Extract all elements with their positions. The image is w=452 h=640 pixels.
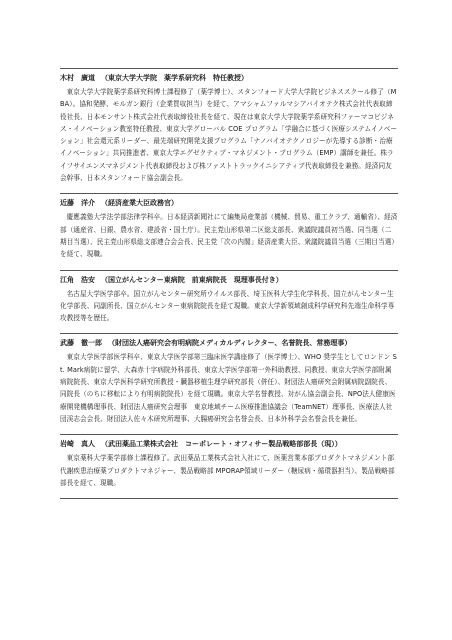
person-affiliation: （経済産業大臣政務官）: [101, 199, 178, 208]
bio-text: 東京大学大学院薬学系研究科博士課程修了（薬学博士）、スタンフォード大学大学院ビジネススクール修了（MBA）。協和発酵、モルガン銀行（企業買収担当）を経て、アマシャムファルマシアバイオテク株式会社代表取締役社長、日本モンサント株式会社代表取締役社長を経て、現在は東京大学大学院薬学系研究科ファーマコビジネス・イノベーション教室特任教授、東京大学グローバル COE プログラム「学融合に基づく医療システムイノベーション」社会還元系リーダー、最先端研究開発支援プログラム「ナノバイオテクノロジーが先導する診断・治療イノベーション」共同推進者、東京大学エグゼクティブ・マネジメント・プログラム（EMP）講師を兼任。株ライフサイエンスマネジメント代表取締役および株ファストトラックイニシアティブ代表取締役を兼務。経済同友会幹事、日本スタンフォード協会副会長。: [60, 88, 398, 183]
person-affiliation: （東京大学大学院 薬学系研究科 特任教授）: [101, 74, 248, 82]
profile-iwasaki: [60, 434, 398, 489]
profile-bio: [60, 86, 398, 184]
profile-bio: [60, 211, 398, 260]
bio-text: 東京薬科大学薬学部修士課程修了。武田薬品工業株式会社入社にて、医薬営業本部プロダクトマネジメント部代謝疾患治療薬プロダクトマネジャー、製品戦略部 MPORAP領域リーダー（糖尿病・循環器担当）、製品戦略部部長を経て、現職。: [60, 454, 395, 487]
profile-muto: [60, 333, 398, 425]
profile-heading: [60, 439, 398, 449]
profile-kimura: [60, 68, 398, 184]
profile-bio: [60, 288, 398, 325]
profile-esumi: [60, 270, 398, 325]
person-name: 近藤 洋介: [60, 199, 95, 208]
profile-heading: [60, 275, 398, 285]
profile-heading: [60, 338, 398, 348]
person-name: 木村 廣道: [60, 74, 95, 82]
person-affiliation: （国立がんセンター東病院 前東病院長 現理事長付き）: [101, 275, 283, 284]
bottom-divider: [60, 498, 398, 499]
person-name: 岩崎 真人: [60, 440, 95, 449]
person-affiliation: （武田薬品工業株式会社 コーポレート・オフィサー製品戦略部部長（現））: [101, 440, 342, 449]
bio-text: 慶應義塾大学法学部法律学科卒。日本経済新聞社にて編集局産業部（機械、貿易、重工クラブ、通輸省）、経済部（通産省、日銀、農水省、建設省・国土庁）。民主党山形県第二区総支部長、衆議院議員初当選、同当選（二期目当選）、民主党山形県総支部連合会会長、民主党「次の内閣」経済産業大臣、衆議院議員当選（三期目当選）を経て、現職。: [60, 213, 398, 259]
profile-heading: [60, 73, 398, 83]
profile-kondo: [60, 193, 398, 260]
document-page: [60, 68, 398, 499]
profile-bio: [60, 452, 398, 489]
person-name: 江角 浩安: [60, 275, 95, 284]
bio-text: 名古屋大学医学部卒。国立がんセンター研究所ウイルス部長、埼玉医科大学生化学科長、国立がんセンター生化学部長、同副所長、国立がんセンター東病院院長を経て現職。東京大学新領域創成科学研究科先端生命科学専攻教授等を歴任。: [60, 289, 395, 323]
bio-text: 東京大学医学部医学科卒、東京大学医学部第三臨床医学講座修了（医学博士）、WHO 奨学生としてロンドン St. Mark病院に留学、大森赤十字病院外科部長、東京大学医学部第一外科助教授、同教授、東京大学医学部附属病院院長、東京大学医科学研究所教授・臓器移植生理学研究部長（併任）、財団法人癌研究会附属病院副院長、同院長（のちに移転により有明病院院長）を経て現職。東京大学名誉教授、対がん協会副会長、NPO法人健康医療開発機構理事長、財団法人癌研究会理事 東京地域チーム医療推進協議会（TeamNET）理事長、医療法人社団渓志会会長、財団法人佐々木研究所理事、大腸癌研究会名誉会長、日本外科学会名誉会長を兼任。: [60, 353, 397, 423]
person-name: 武藤 徹一郎: [60, 339, 102, 348]
person-affiliation: （財団法人癌研究会有明病院メディカルディレクター、名誉院長、常務理事）: [108, 339, 352, 348]
profile-heading: [60, 198, 398, 208]
profile-bio: [60, 351, 398, 425]
